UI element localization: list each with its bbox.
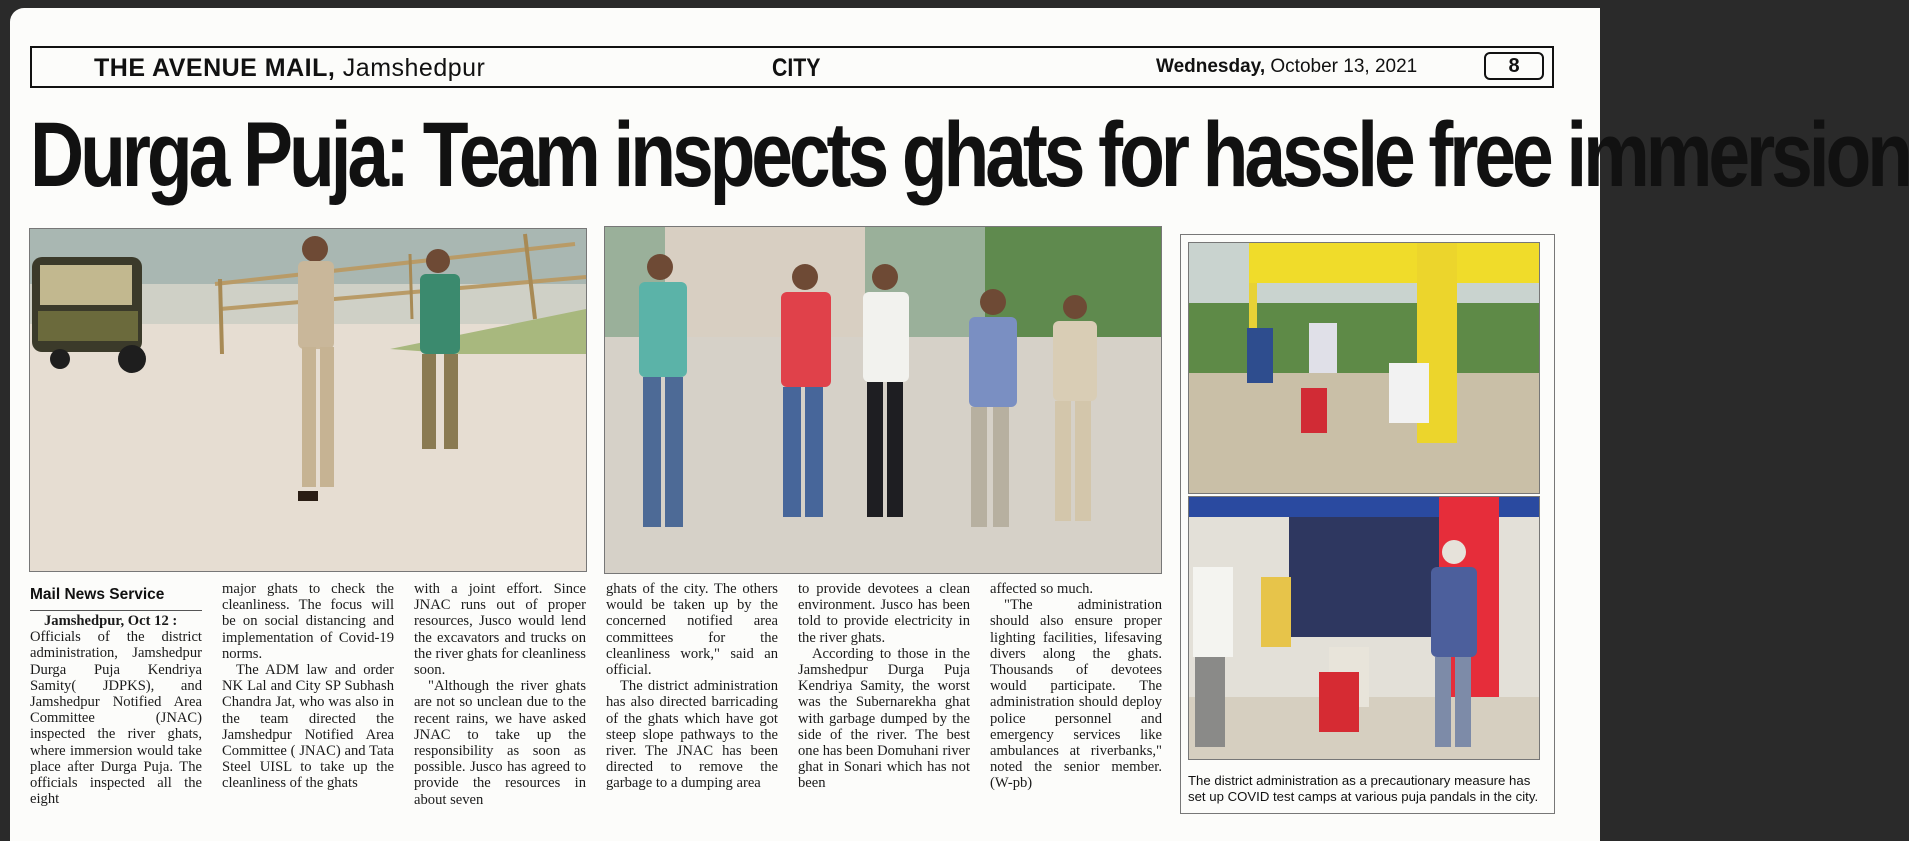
photo-covid-camp-tent (1188, 242, 1540, 494)
article-column-5 (798, 581, 970, 792)
column-6-text-b: "The administration should also ensure proper lighting facilities, lifesaving divers along the ghats. Thousands of devotees would participate. The administration should deploy police personnel and emergency services like ambulances at riverbanks," noted the senior member. (W-pb) (990, 597, 1162, 792)
column-4-text-a: ghats of the city. The others would be taken up by the concerned notified area committees for the cleanliness work," said an official. (606, 581, 778, 679)
column-3-text-b: "Although the river ghats are not so unclean due to the recent rains, we have asked JNAC to take up the responsibility as soon as possible. Jusco has agreed to provide the resources in about seven (414, 678, 586, 808)
section-label: CITY (772, 54, 821, 82)
police-officer-2 (1053, 295, 1097, 521)
photo-riverside-inspection (29, 228, 587, 572)
column-5-text-b: According to those in the Jamshedpur Durga Puja Kendriya Samity, the worst was the Subernarekha ghat with garbage dumped by the side of the river. The best one has been Domuhani river ghat in Sonari which has not been (798, 645, 970, 792)
issue-date-value: October 13, 2021 (1270, 56, 1418, 77)
column-1-text: Officials of the district administration, Jamshedpur Durga Puja Kendriya Samity( JDPKS), and Jamshedpur Notified Area Committee (JNAC) inspected the river ghats, where immersion would take place after Durga Puja. The officials inspected all the eight (30, 629, 202, 808)
paper-city: Jamshedpur (342, 54, 486, 82)
article-column-3 (414, 581, 586, 808)
masthead-bar (30, 46, 1554, 88)
police-officer (298, 236, 334, 501)
photo-team-walking (604, 226, 1162, 574)
headline: Durga Puja: Team inspects ghats for hassle free immersion (30, 104, 1909, 206)
byline: Mail News Service (30, 586, 202, 611)
article-column-1 (30, 613, 202, 807)
column-5-text-a: to provide devotees a clean environment. Jusco has been told to provide electricity in the river ghats. (798, 581, 970, 646)
photo-covid-test-pandal (1188, 496, 1540, 760)
paper-name: THE AVENUE MAIL, Jamshedpur (94, 54, 486, 82)
article-column-2 (222, 581, 394, 792)
column-2-text-a: major ghats to check the cleanliness. The focus will be on social distancing and implementation of Covid-19 norms. (222, 581, 394, 662)
article-column-4 (606, 581, 778, 792)
article-dateline: Jamshedpur, Oct 12 : (44, 613, 178, 629)
newspaper-page (10, 8, 1909, 841)
column-4-text-b: The district administration has also directed barricading of the ghats which have got steep slope pathways to the river. The JNAC has been directed to remove the garbage to a dumping area (606, 678, 778, 792)
column-3-text-a: with a joint effort. Since JNAC runs out of proper resources, Jusco would lend the excavators and trucks on the river ghats for cleanliness soon. (414, 581, 586, 679)
column-6-text-a: affected so much. (990, 581, 1094, 597)
column-2-text-b: The ADM law and order NK Lal and City SP Subhash Chandra Jat, who was also in the team directed the Jamshedpur Notified Area Committee ( JNAC) and Tata Steel UISL to take up the cleanliness of the ghats (222, 662, 394, 792)
issue-date: Wednesday, October 13, 2021 (1156, 56, 1418, 77)
article-column-6 (990, 581, 1162, 792)
page-number: 8 (1484, 52, 1544, 80)
photo-caption: The district administration as a precautionary measure has set up COVID test camps at various puja pandals in the city. (1188, 773, 1539, 804)
